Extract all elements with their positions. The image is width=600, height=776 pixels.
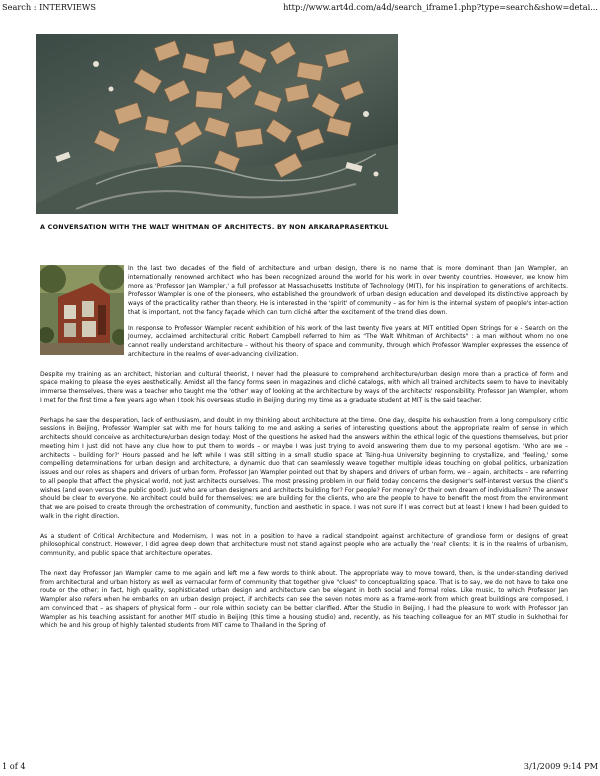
paragraph-2: In response to Professor Wampler recent exhibition of his work of the last twenty five years at MIT entitled Open Strings for e - Search on the Journey, acclaimed architectural critic Robert Campbell referred to him as "The Walt Whitman of Architects" : a man without whom no one cannot really understand architecture – without his theory of space and community, through which Professor Wampler expresses the essence of architecture in the realms of ever-advancing civilization. [128, 324, 568, 358]
paragraph-1-text: In the last two decades of the field of architecture and urban design, there is no name that is more dominant than Jan Wampler, an internationally renowned architect who has been recognized around the world for his work in over twenty countries. However, we know him more as 'Professor Jan Wampler,' a full professor at Massachusetts Institute of Technology (MIT), for his inspiration to generations of architects. Professor Wampler is one of the pioneers, who established the groundwork of urban design education and developed its distinctive approach by ways of the practicality rather than theory. He is interested in the 'spirit' of community – as for him is the internal system of people's inter-action that is important, not the fancy façade which can turn cliché after the excitement of the trend dies down. [128, 265, 568, 316]
building-photo [40, 265, 124, 355]
article-title: A CONVERSATION WITH THE WALT WHITMAN OF ARCHITECTS. BY NON ARKARAPRASERTKUL [40, 223, 389, 231]
print-timestamp: 3/1/2009 9:14 PM [523, 761, 598, 771]
paragraph-3: Despite my training as an architect, historian and cultural theorist, I never had the pleasure to comprehend architecture/urban design more than a practice of form and space making to please the eyes aesthetically. Amidst all the fancy forms seen in magazines and cliché catalogs, with which all trained architects seem to have to inevitably immerse themselves, there was a teacher who taught me the 'other' way of looking at the architecture by ways of the architects' responsibility. Professor Jan Wampler, whom I met for the first time a few years ago when I took his overseas studio in Beijing during my time as a graduate student at MIT is the said teacher. [40, 370, 568, 404]
paragraph-intro [40, 265, 568, 318]
paragraph-6: The next day Professor Jan Wampler came to me again and left me a few words to think about. The appropriate way to move toward, then, is the under-standing derived from architectural and urban history as well as vernacular form of community that together give "clues" to conceptualizing space. That is to say, we do not have to take one route or the other; in fact, high quality, sophisticated urban design and architecture can be elegant in both social and formal roles. Like music, to which Professor Jan Wampler also refers when he embarks on an urban design project, if architects can see the seven notes more as a frame-work from which great buildings are composed, I am convinced that – as shapers of physical form – our role within society can be better clarified. After the Studio in Beijing, I had the pleasure to work with Professor Jan Wampler as his teaching assistant for another MIT studio in Beijing (this time a housing studio) and, recently, as his teaching colleague for an MIT studio in Sukhothai for which he and his group of highly talented students from MIT came to Thailand in the Spring of [40, 569, 568, 630]
aerial-model-photo [36, 34, 398, 214]
article-body [40, 265, 568, 642]
paragraph-5: As a student of Critical Architecture and Modernism, I was not in a position to have a radical standpoint against architecture of grandiose form or designs of great philosophical construct. However, I did agree deep down that architecture must not stand against people who are actually the 'real' clients: It is in the realms of urbanism, community, and public space that architecture operates. [40, 532, 568, 557]
page-section-title: Search : INTERVIEWS [2, 2, 96, 12]
browser-print-footer [2, 761, 598, 773]
page-url: http://www.art4d.com/a4d/search_iframe1.php?type=search&show=detai... [283, 2, 598, 12]
hero-image-urban-model [36, 34, 398, 214]
page-number: 1 of 4 [2, 761, 26, 771]
browser-print-header [2, 2, 598, 14]
paragraph-4: Perhaps he saw the desperation, lack of enthusiasm, and doubt in my thinking about architecture at the time. One day, despite his exhaustion from a long compulsory critic sessions in Beijing, Professor Wampler sat with me for hours talking to me and asking a series of interesting questions about the appropriate realm of sense in which architects should conceive as architecture/urban design today: Most of the questions he asked had the answers within the ethical logic of the questions themselves, but prior meeting him I just did not have any clue how to put them to words – or maybe I was just trying to avoid answering them due to my personal egotism. 'Who are we – architects – building for?' Hours passed and he left while I was still sitting in a small studio space at Tsing-hua University beginning to crystallize, and 'feeling,' some compelling determinations for urban design and architecture, a dynamic duo that can seamlessly weave together multiple ideas touching on global politics, urbanization issues and our roles as shapers and drivers of urban form. Professor Jan Wampler pointed out that by shapers and drivers of urban form, we – again, architects – are referring to all people that affect the physical world, not just architects ourselves. The most pressing problem in our field today concerns the designer's self-interest versus the client's wishes (and even versus the public good). Just who are urban designers and architects building for? For people? For money? Or their own dream of individualism? The answer should be clear to everyone. No architect could build for themselves; we are building for the clients, who are the people to have to benefit the most from the environment that we are poised to create through the orchestration of community, function and aesthetic in space. I was not sure if I was correct but at least I knew I had been guided to walk in the right direction. [40, 416, 568, 520]
